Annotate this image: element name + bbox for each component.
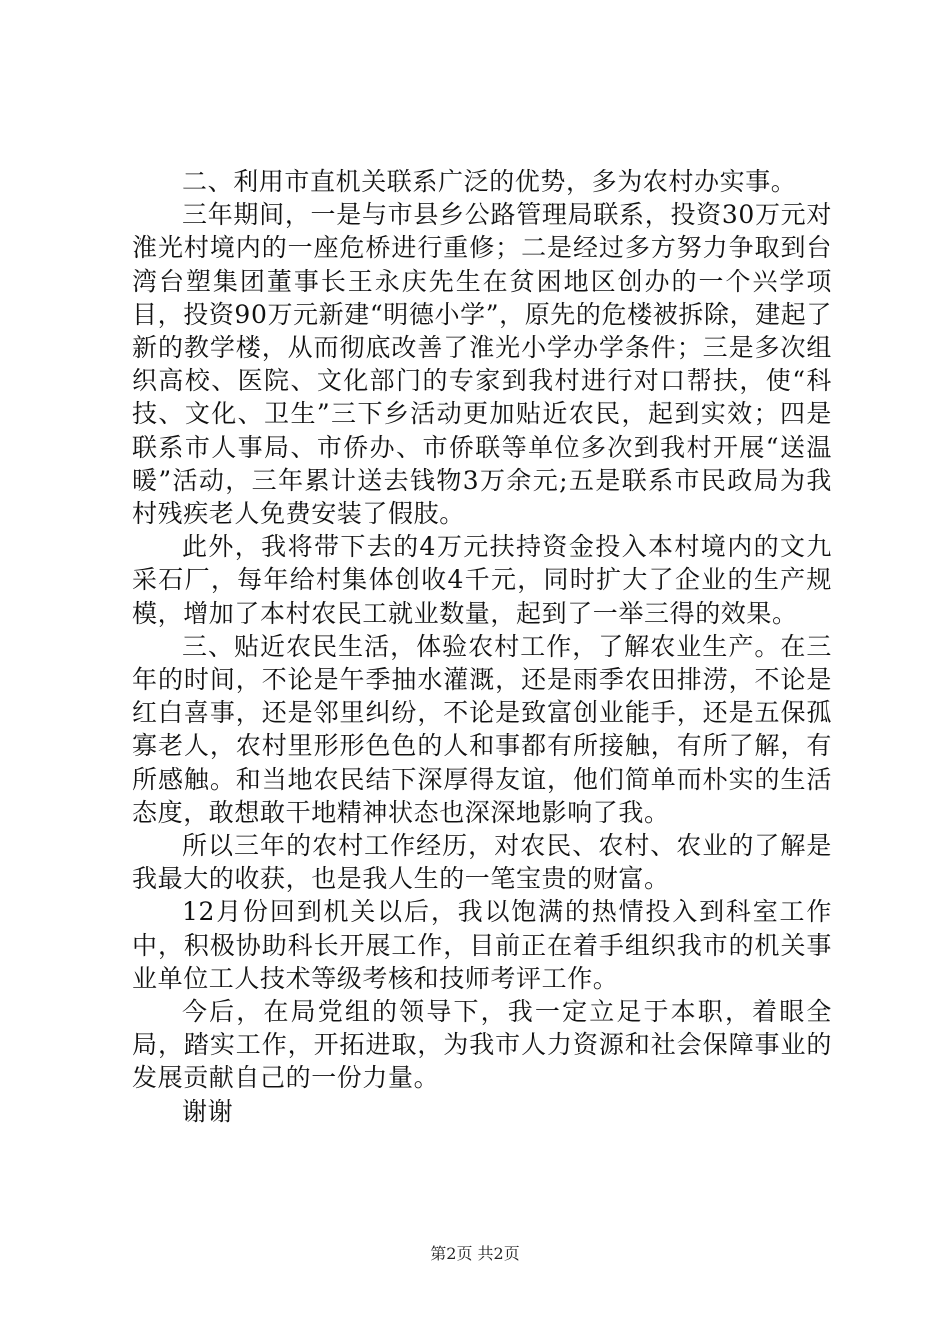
page-number-footer: 第2页 共2页 bbox=[430, 1244, 520, 1263]
paragraph-gains: 所以三年的农村工作经历，对农民、农村、农业的了解是我最大的收获，也是我人生的一笔宝贵的财富。 bbox=[132, 831, 832, 894]
paragraph-future-commitment: 今后，在局党组的领导下，我一定立足于本职，着眼全局，踏实工作，开拓进取，为我市人力资源和社会保障事业的发展贡献自己的一份力量。 bbox=[132, 997, 832, 1093]
paragraph-section-two-heading: 二、利用市直机关联系广泛的优势，多为农村办实事。 bbox=[182, 167, 797, 196]
paragraph-section-three: 三、贴近农民生活，体验农村工作，了解农业生产。在三年的时间，不论是午季抽水灌溉，还是雨季农田排涝，不论是红白喜事，还是邻里纠纷，不论是致富创业能手，还是五保孤寡老人，农村里形形色色的人和事都有所接触，有所了解，有所感触。和当地农民结下深厚得友谊，他们简单而朴实的生活态度，敢想敢干地精神状态也深深地影响了我。 bbox=[132, 631, 832, 827]
document-body bbox=[132, 165, 832, 1128]
paragraph-three-years-projects: 三年期间，一是与市县乡公路管理局联系，投资30万元对淮光村境内的一座危桥进行重修；二是经过多方努力争取到台湾台塑集团董事长王永庆先生在贫困地区创办的一个兴学项目，投资90万元新建“明德小学”，原先的危楼被拆除，建起了新的教学楼，从而彻底改善了淮光小学办学条件；三是多次组织高校、医院、文化部门的专家到我村进行对口帮扶，使“科技、文化、卫生”三下乡活动更加贴近农民，起到实效；四是联系市人事局、市侨办、市侨联等单位多次到我村开展“送温暖”活动，三年累计送去钱物3万余元;五是联系市民政局为我村残疾老人免费安装了假肢。 bbox=[132, 200, 832, 529]
paragraph-return-to-office: 12月份回到机关以后，我以饱满的热情投入到科室工作中，积极协助科长开展工作，目前正在着手组织我市的机关事业单位工人技术等级考核和技师考评工作。 bbox=[132, 897, 832, 993]
paragraph-quarry-investment: 此外，我将带下去的4万元扶持资金投入本村境内的文九采石厂，每年给村集体创收4千元，同时扩大了企业的生产规模，增加了本村农民工就业数量，起到了一举三得的效果。 bbox=[132, 532, 832, 628]
paragraph-thanks: 谢谢 bbox=[182, 1096, 234, 1126]
